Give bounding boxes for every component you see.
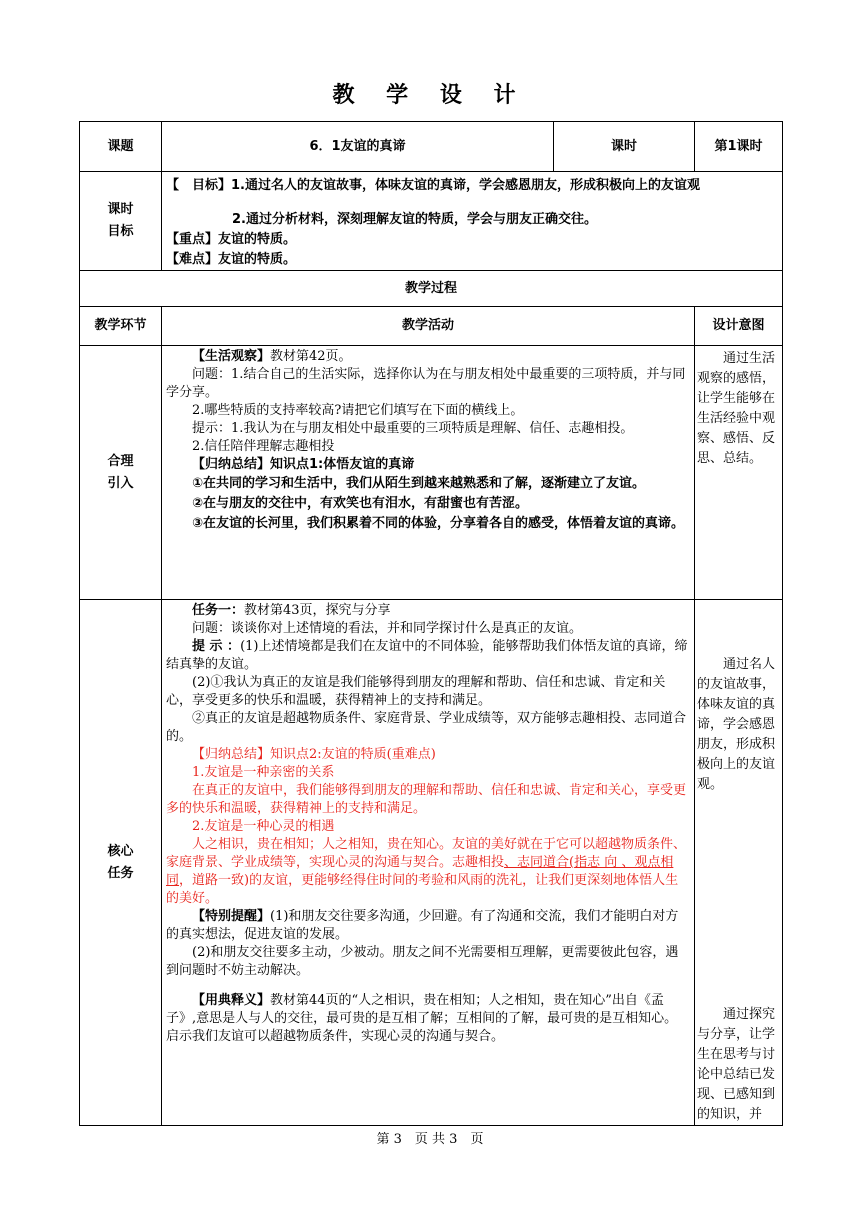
intro-intent: 通过生活观察的感悟，让学生能够在生活经验中观察、感悟、反思、总结。 xyxy=(695,346,783,600)
core-hint3: ②真正的友谊是超越物质条件、家庭背景、学业成绩等，双方能够志趣相投、志同道合的。 xyxy=(166,711,687,744)
goals-label: 课时目标 xyxy=(80,172,162,271)
core-trait2: 2.友谊是一种心灵的相遇 xyxy=(192,819,335,834)
intro-q2: 2.哪些特质的支持率较高?请把它们填写在下面的横线上。 xyxy=(192,403,524,418)
intro-activity xyxy=(162,346,695,600)
core-intent-1: 通过名人的友谊故事，体味友谊的真谛，学会感恩朋友，形成积极向上的友谊观。 xyxy=(697,657,776,792)
core-trait1: 1.友谊是一种亲密的关系 xyxy=(192,765,335,780)
col-stage: 教学环节 xyxy=(80,307,162,346)
header-row xyxy=(80,122,783,172)
lesson-plan-table xyxy=(79,121,783,1126)
core-question: 问题：谈谈你对上述情境的看法，并和同学探讨什么是真正的友谊。 xyxy=(192,621,583,636)
process-title: 教学过程 xyxy=(80,271,783,307)
intro-row xyxy=(80,346,783,600)
core-trait2-text: 人之相识，贵在相知；人之相知，贵在知心。友谊的美好就在于它可以超越物质条件、家庭背景、学业成绩等，实现心灵的沟通与契合。志趣相投、志同道合(指志 向 、观点相同，道路一致)的友谊，更能够经得住时间的考验和风雨的洗礼，让我们更深刻地体悟人生的美好。 xyxy=(166,837,687,906)
page-title: 教 学 设 计 xyxy=(332,83,528,108)
intro-s2: ②在与朋友的交往中，有欢笑也有泪水，有甜蜜也有苦涩。 xyxy=(192,496,529,511)
intro-observation: 【生活观察】教材第42页。 xyxy=(192,349,352,364)
core-task: 任务一：教材第43页，探究与分享 xyxy=(192,603,391,618)
col-activity: 教学活动 xyxy=(162,307,695,346)
process-title-row xyxy=(80,271,783,307)
core-trait1-text: 在真正的友谊中，我们能够得到朋友的理解和帮助、信任和忠诚、肯定和关心，享受更多的快乐和温暖，获得精神上的支持和满足。 xyxy=(166,783,687,816)
col-intent: 设计意图 xyxy=(695,307,783,346)
intro-summary: 【归纳总结】知识点1:体悟友谊的真谛 xyxy=(192,457,415,472)
goal-1: 【 目标】1.通过名人的友谊故事，体味友谊的真谛，学会感恩朋友，形成积极向上的友谊观 xyxy=(166,178,700,193)
page-footer: 第 3 页 共 3 页 xyxy=(376,1132,484,1147)
goal-difficulty: 【难点】友谊的特质。 xyxy=(166,252,297,267)
intro-s3: ③在友谊的长河里，我们积累着不同的体验，分享着各自的感受，体悟着友谊的真谛。 xyxy=(192,516,685,531)
core-intent-2: 通过探究与分享，让学生在思考与讨论中总结已发现、已感知到的知识，并 xyxy=(697,1007,776,1122)
topic-value: 6．1友谊的真谛 xyxy=(162,122,554,172)
core-row xyxy=(80,600,783,1126)
period-value: 第1课时 xyxy=(695,122,783,172)
core-hint2: (2)①我认为真正的友谊是我们能够得到朋友的理解和帮助、信任和忠诚、肯定和关心，享受更多的快乐和温暖，获得精神上的支持和满足。 xyxy=(166,675,666,708)
goals-content xyxy=(162,172,783,271)
core-intent xyxy=(695,600,783,1126)
core-remind1: 【特别提醒】(1)和朋友交往要多沟通，少回避。有了沟通和交流，我们才能明白对方的真实想法，促进友谊的发展。 xyxy=(166,909,679,942)
topic-label: 课题 xyxy=(80,122,162,172)
period-label: 课时 xyxy=(554,122,695,172)
core-hint1: 提 示 ：(1)上述情境都是我们在友谊中的不同体验，能够帮助我们体悟友谊的真谛，缔结真挚的友谊。 xyxy=(166,639,688,672)
core-classic: 【用典释义】教材第44页的“人之相识，贵在相知；人之相知，贵在知心”出自《孟子》,意思是人与人的交往，最可贵的是互相了解；互相间的了解，最可贵的是互相知心。启示我们友谊可以超越物质条件，实现心灵的沟通与契合。 xyxy=(166,993,678,1044)
intro-hint2: 2.信任陪伴理解志趣相投 xyxy=(192,439,335,454)
core-activity xyxy=(162,600,695,1126)
intro-label: 合理引入 xyxy=(80,346,162,600)
intro-q1: 问题：1.结合自己的生活实际，选择你认为在与朋友相处中最重要的三项特质，并与同学分享。 xyxy=(166,367,686,400)
intro-hint1: 提示：1.我认为在与朋友相处中最重要的三项特质是理解、信任、志趣相投。 xyxy=(192,421,634,436)
core-label: 核心任务 xyxy=(80,600,162,1126)
column-header-row xyxy=(80,307,783,346)
goal-2: 2.通过分析材料，深刻理解友谊的特质，学会与朋友正确交往。 xyxy=(232,212,597,227)
core-remind2: (2)和朋友交往要多主动，少被动。朋友之间不光需要相互理解，更需要彼此包容，遇到问题时不妨主动解决。 xyxy=(166,945,679,978)
core-summary: 【归纳总结】知识点2:友谊的特质(重难点) xyxy=(192,747,436,762)
intro-s1: ①在共同的学习和生活中，我们从陌生到越来越熟悉和了解，逐渐建立了友谊。 xyxy=(192,476,646,491)
goals-row xyxy=(80,172,783,271)
goal-key: 【重点】友谊的特质。 xyxy=(166,232,297,247)
